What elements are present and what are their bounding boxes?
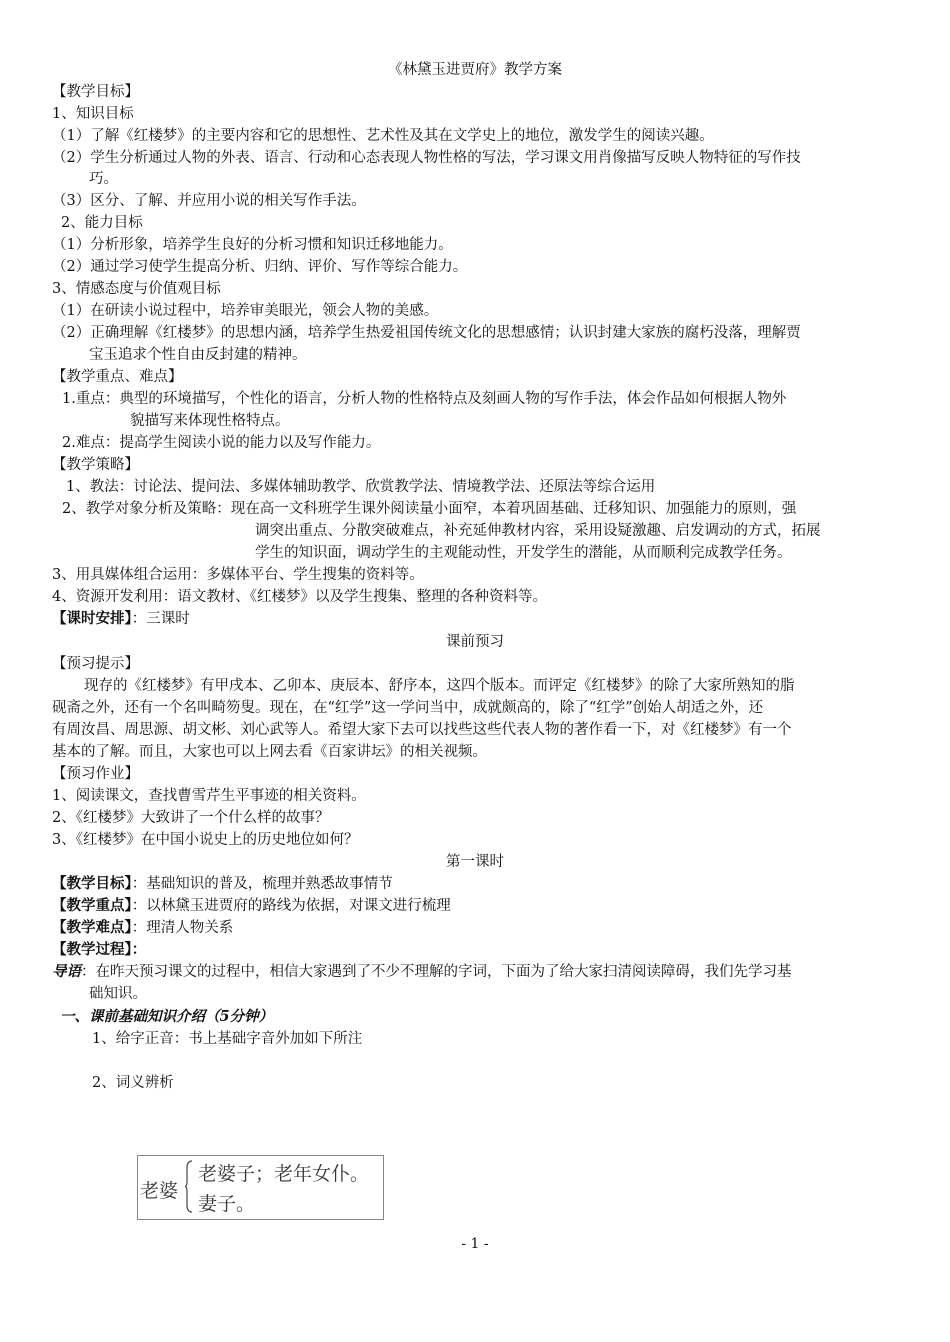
lesson1-difficulty-text: ：理清人物关系: [131, 920, 234, 936]
strategy-item-2-cont-1: 调突出重点、分散突破难点，补充延伸教材内容，采用设疑激趣、启发调动的方式，拓展: [255, 523, 821, 539]
lesson1-key-heading: 【教学重点】: [52, 897, 132, 914]
page-number: - 1 -: [461, 1236, 489, 1252]
vocab-definition-2: 妻子。: [198, 1193, 256, 1215]
strategy-item-2-cont-2: 学生的知识面，调动学生的主观能动性，开发学生的潜能，从而顺利完成教学任务。: [255, 545, 792, 561]
emotion-item-2-cont: 宝玉追求个性自由反封建的精神。: [89, 347, 307, 363]
lesson1-title: 第一课时: [446, 854, 504, 870]
lesson1-process: [52, 939, 898, 961]
vocab-image-box: [137, 1155, 384, 1220]
schedule-heading: 【课时安排】: [52, 610, 132, 627]
lesson1-section-1: 一、课前基础知识介绍（5分钟）: [60, 1008, 274, 1025]
preview-hint-line-2: 砚斋之外，还有一个名叫畸笏叟。现在，在“红学”这一学问当中，成就颇高的，除了“红学”创始人胡适之外，还: [52, 700, 764, 716]
lesson1-step-1: 1、给字正音：书上基础字音外加如下所注: [92, 1031, 363, 1047]
preview-homework-heading: 【预习作业】: [52, 766, 139, 782]
emotion-heading: 3、情感态度与价值观目标: [52, 281, 221, 297]
lesson1-difficulty-heading: 【教学难点】: [52, 919, 132, 936]
lesson1-goal: [52, 873, 898, 895]
brace-icon: [185, 1160, 193, 1213]
keypoint-1-cont: 貌描写来体现性格特点。: [130, 413, 290, 429]
knowledge-item-3: （3）区分、了解、并应用小说的相关写作手法。: [52, 193, 366, 209]
lesson1-process-heading: 【教学过程】: [52, 941, 132, 958]
strategy-item-2: 2、教学对象分析及策略：现在高一文科班学生课外阅读量小面窄，本着巩固基础、迁移知识、加强能力的原则，强: [62, 501, 797, 517]
emotion-item-1: （1）在研读小说过程中，培养审美眼光，领会人物的美感。: [52, 303, 439, 319]
keypoint-1: 1.重点：典型的环境描写，个性化的语言，分析人物的性格特点及刻画人物的写作手法，体会作品如何根据人物外: [62, 391, 787, 407]
lesson1-goal-text: ：基础知识的普及，梳理并熟悉故事情节: [131, 876, 393, 892]
knowledge-heading: 1、知识目标: [52, 106, 134, 122]
vocab-definition-1: 老婆子；老年女仆。: [198, 1163, 370, 1185]
lesson1-key: [52, 895, 898, 917]
lesson1-key-text: ：以林黛玉进贾府的路线为依据，对课文进行梳理: [131, 898, 451, 914]
lesson1-intro-line-1: ：在昨天预习课文的过程中，相信大家遇到了不少不理解的字词，下面为了给大家扫清阅读障碍，我们先学习基: [81, 964, 792, 980]
lesson1-step-2: 2、词义辨析: [92, 1075, 174, 1091]
strategy-item-1: 1、教法：讨论法、提问法、多媒体辅助教学、欣赏教学法、情境教学法、还原法等综合运用: [66, 479, 656, 495]
strategy-item-4: 4、资源开发利用：语文教材、《红楼梦》以及学生搜集、整理的各种资料等。: [52, 589, 547, 605]
keypoint-2: 2.难点：提高学生阅读小说的能力以及写作能力。: [62, 435, 381, 451]
lesson1-difficulty: [52, 917, 898, 939]
schedule-value: ：三课时: [131, 611, 190, 627]
lesson1-intro-line-2: 础知识。: [89, 986, 147, 1002]
lesson1-goal-heading: 【教学目标】: [52, 875, 132, 892]
document-title: 《林黛玉进贾府》教学方案: [388, 62, 562, 78]
preview-hint-line-4: 基本的了解。而且，大家也可以上网去看《百家讲坛》的相关视频。: [52, 744, 487, 760]
ability-item-2: （2）通过学习使学生提高分析、归纳、评价、写作等综合能力。: [52, 259, 468, 275]
knowledge-item-2: （2）学生分析通过人物的外表、语言、行动和心态表现人物性格的写法，学习课文用肖像描写反映人物特征的写作技: [52, 150, 801, 166]
lesson1-process-colon: ：: [131, 941, 147, 958]
preview-title: 课前预习: [446, 634, 504, 650]
homework-item-3: 3、《红楼梦》在中国小说史上的历史地位如何？: [52, 832, 359, 848]
strategy-heading: 【教学策略】: [52, 457, 139, 473]
ability-item-1: （1）分析形象，培养学生良好的分析习惯和知识迁移地能力。: [52, 237, 453, 253]
preview-hint-heading: 【预习提示】: [52, 656, 139, 672]
lesson1-intro-label: 导语: [52, 963, 81, 980]
knowledge-item-1: （1）了解《红楼梦》的主要内容和它的思想性、艺术性及其在文学史上的地位，激发学生的阅读兴趣。: [52, 128, 714, 144]
objectives-heading: 【教学目标】: [52, 84, 139, 100]
lesson1-intro: [52, 961, 898, 983]
preview-hint-line-1: 现存的《红楼梦》有甲戌本、乙卯本、庚辰本、舒序本，这四个版本。而评定《红楼梦》的除了大家所熟知的脂: [84, 678, 795, 694]
ability-heading: 2、能力目标: [61, 215, 143, 231]
vocab-word: 老婆: [140, 1180, 179, 1202]
schedule-line: [52, 608, 898, 630]
preview-hint-line-3: 有周汝昌、周思源、胡文彬、刘心武等人。希望大家下去可以找些这些代表人物的著作看一下，对《红楼梦》有一个: [52, 722, 792, 738]
strategy-item-3: 3、用具媒体组合运用：多媒体平台、学生搜集的资料等。: [52, 567, 424, 583]
keypoints-heading: 【教学重点、难点】: [52, 369, 183, 385]
homework-item-2: 2、《红楼梦》大致讲了一个什么样的故事？: [52, 810, 330, 826]
emotion-item-2: （2）正确理解《红楼梦》的思想内涵，培养学生热爱祖国传统文化的思想感情；认识封建大家族的腐朽没落，理解贾: [52, 325, 801, 341]
homework-item-1: 1、阅读课文，查找曹雪芹生平事迹的相关资料。: [52, 788, 366, 804]
knowledge-item-2-cont: 巧。: [89, 171, 118, 187]
